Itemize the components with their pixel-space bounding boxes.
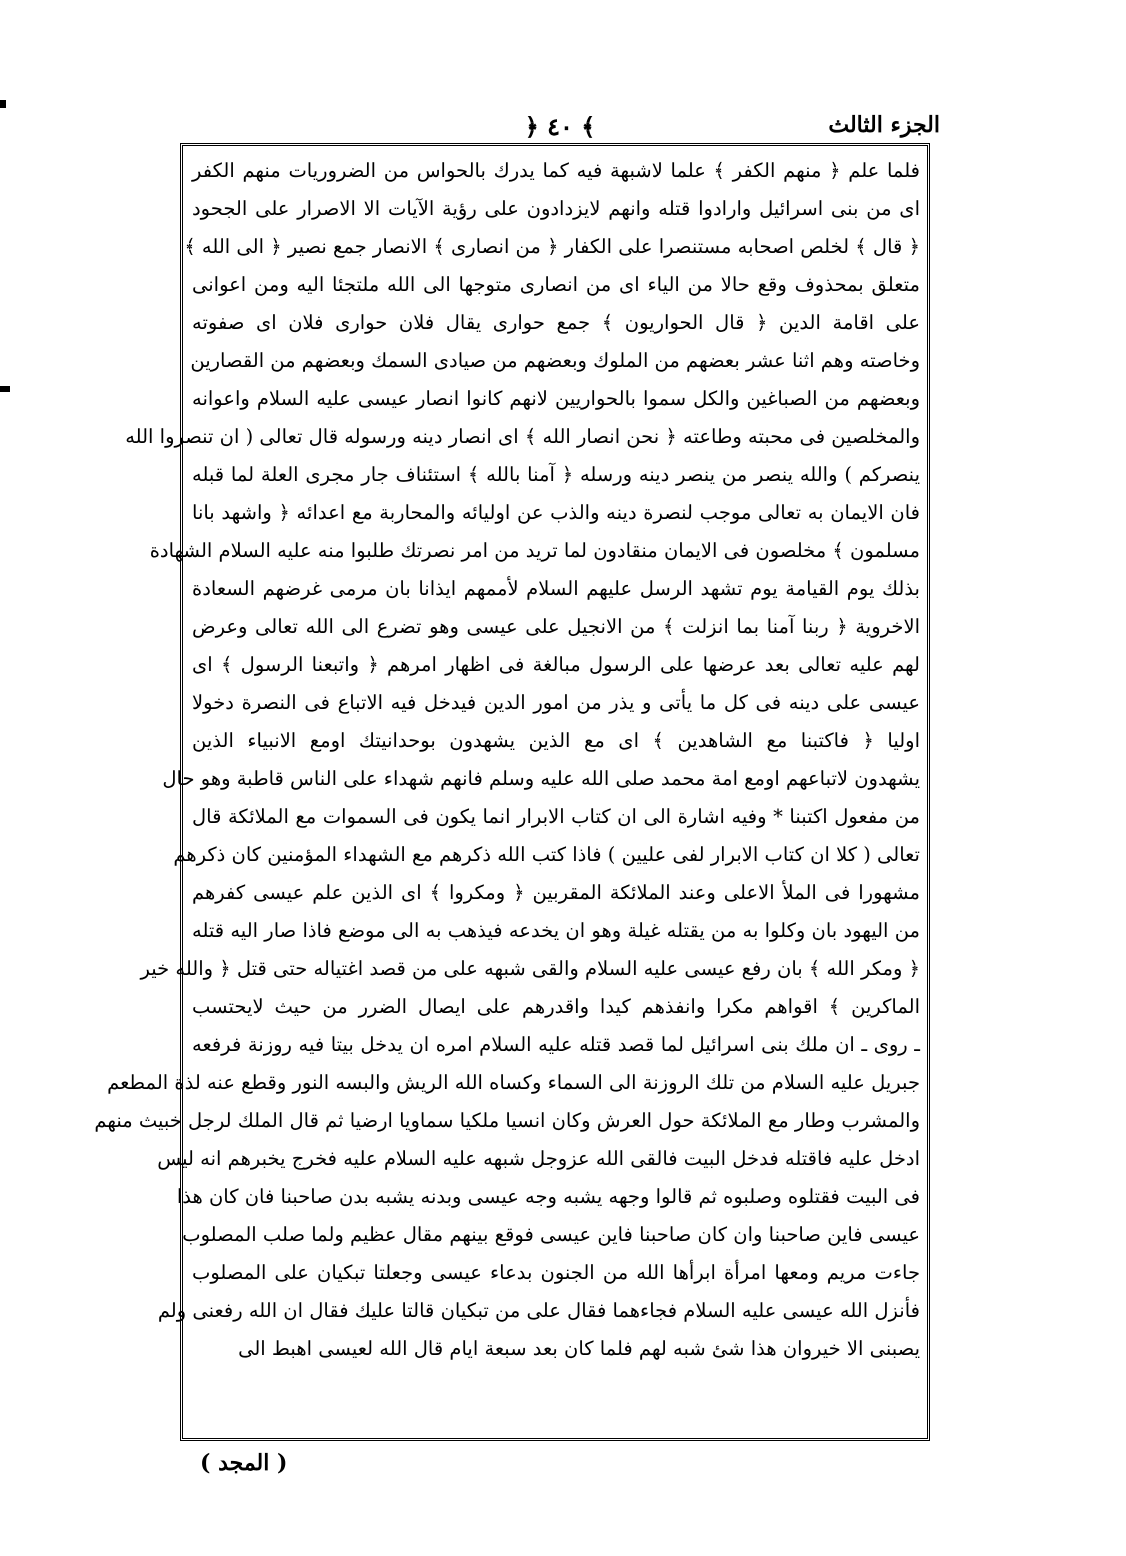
text-line: فلما علم ﴿ منهم الكفر ﴾ علما لاشبهة فيه كما يدرك بالحواس من الضروريات منهم الكفر (192, 159, 920, 182)
text-line: يصبنى الا خيروان هذا شئ شبه لهم فلما كان بعد سبعة ايام قال الله لعيسى اهبط الى (238, 1337, 920, 1360)
text-line: تعالى ( كلا ان كتاب الابرار لفى عليين ) فاذا كتب الله ذكرهم مع الشهداء المؤمنين كان ذكرهم (173, 843, 920, 866)
text-line: عيسى على دينه فى كل ما يأتى و يذر من امور الدين فيدخل فيه الاتباع فى النصرة دخولا (192, 691, 920, 714)
text-line: فأنزل الله عيسى عليه السلام فجاءهما فقال على من تبكيان قالتا عليك فقال ان الله رفعنى ولم (157, 1299, 920, 1322)
text-line: والمخلصين فى محبته وطاعته ﴿ نحن انصار الله ﴾ اى انصار دينه ورسوله قال تعالى ( ان تنصروا الله (125, 425, 920, 448)
text-line: لهم عليه تعالى بعد عرضها على الرسول مبالغة فى اظهار امرهم ﴿ واتبعنا الرسول ﴾ اى (192, 653, 920, 676)
running-head (180, 110, 940, 144)
text-line: ينصركم ) والله ينصر من ينصر دينه ورسله ﴿ آمنا بالله ﴾ استئناف جار مجرى العلة لما قبله (192, 463, 920, 486)
part-label: الجزء الثالث (828, 112, 940, 138)
text-line: الماكرين ﴾ اقواهم مكرا وانفذهم كيدا واقدرهم على ايصال الضرر من حيث لايحتسب (192, 995, 920, 1018)
text-line: اوليا ﴿ فاكتبنا مع الشاهدين ﴾ اى مع الذين يشهدون بوحدانيتك اومع الانبياء الذين (192, 729, 920, 752)
text-line: من مفعول اكتبنا * وفيه اشارة الى ان كتاب الابرار انما يكون فى السموات مع الملائكة قال (192, 805, 920, 828)
text-line: مشهورا فى الملأ الاعلى وعند الملائكة المقربين ﴿ ومكروا ﴾ اى الذين علم عيسى كفرهم (192, 881, 920, 904)
text-line: بذلك يوم القيامة يوم تشهد الرسل عليهم السلام لأممهم ايذانا بان مرمى غرضهم السعادة (192, 577, 920, 600)
text-line: وخاصته وهم اثنا عشر بعضهم من الملوك وبعضهم من صيادى السمك وبعضهم من القصارين (190, 349, 920, 372)
text-line: وبعضهم من الصباغين والكل سموا بالحواريين لانهم كانوا انصار عيسى عليه السلام واعوانه (192, 387, 920, 410)
text-line: ادخل عليه فاقتله فدخل البيت فالقى الله عزوجل شبهه عليه السلام عليه فخرج يخبرهم انه ليس (157, 1147, 920, 1170)
text-line: والمشرب وطار مع الملائكة حول العرش وكان انسيا ملكيا سماويا ارضيا ثم قال الملك لرجل خبيث منهم (94, 1109, 920, 1132)
text-line: ﴿ قال ﴾ لخلص اصحابه مستنصرا على الكفار ﴿ من انصارى ﴾ الانصار جمع نصير ﴿ الى الله ﴾ (184, 235, 920, 258)
text-line: اى من بنى اسرائيل وارادوا قتله وانهم لايزدادون على رؤية الآيات الا الاصرار على الجحود (192, 197, 920, 220)
text-line: متعلق بمحذوف وقع حالا من الياء اى من انصارى متوجها الى الله ملتجئا اليه ومن اعوانى (192, 273, 920, 296)
text-line: الاخروية ﴿ ربنا آمنا بما انزلت ﴾ من الانجيل على عيسى وهو تضرع الى الله تعالى وعرض (192, 615, 920, 638)
scan-edge-mark (0, 100, 6, 108)
text-line: جاءت مريم ومعها امرأة ابرأها الله من الجنون بدعاء عيسى وجعلتا تبكيان على المصلوب (192, 1261, 920, 1284)
text-line: ﴿ ومكر الله ﴾ بان رفع عيسى عليه السلام والقى شبهه على من قصد اغتياله حتى قتل ﴿ والله خير (140, 957, 920, 980)
text-line: فى البيت فقتلوه وصلبوه ثم قالوا وجهه يشبه وجه عيسى وبدنه يشبه بدن صاحبنا فان كان هذا (176, 1185, 920, 1208)
text-line: جبريل عليه السلام من تلك الروزنة الى السماء وكساه الله الريش والبسه النور وقطع عنه لذة المطعم (107, 1071, 920, 1094)
text-line: عيسى فاين صاحبنا وان كان صاحبنا فاين عيسى فوقع بينهم مقال عظيم ولما صلب المصلوب (182, 1223, 920, 1246)
text-line: يشهدون لاتباعهم اومع امة محمد صلى الله عليه وسلم فانهم شهداء على الناس قاطبة وهو حال (162, 767, 920, 790)
text-line: فان الايمان به تعالى موجب لنصرة دينه والذب عن اوليائه والمحاربة مع اعدائه ﴿ واشهد بانا (192, 501, 920, 524)
text-line: ـ روى ـ ان ملك بنى اسرائيل لما قصد قتله عليه السلام امره ان يدخل بيتا فيه روزنة فرفعه (192, 1033, 920, 1056)
page-number: ﴿ ٤٠ ﴾ (524, 112, 596, 141)
text-line: على اقامة الدين ﴿ قال الحواريون ﴾ جمع حوارى يقال فلان حوارى فلان اى صفوته (192, 311, 920, 334)
scan-edge-mark (0, 386, 10, 392)
text-body (94, 152, 920, 1368)
text-line: مسلمون ﴾ مخلصون فى الايمان منقادون لما تريد من امر نصرتك طلبوا منه عليه السلام الشهادة (149, 539, 920, 562)
text-line: من اليهود بان وكلوا به من يقتله غيلة وهو ان يخدعه فيذهب به الى موضع فاذا صار اليه قتله (192, 919, 920, 942)
catchword: ( المجد ) (200, 1450, 288, 1476)
